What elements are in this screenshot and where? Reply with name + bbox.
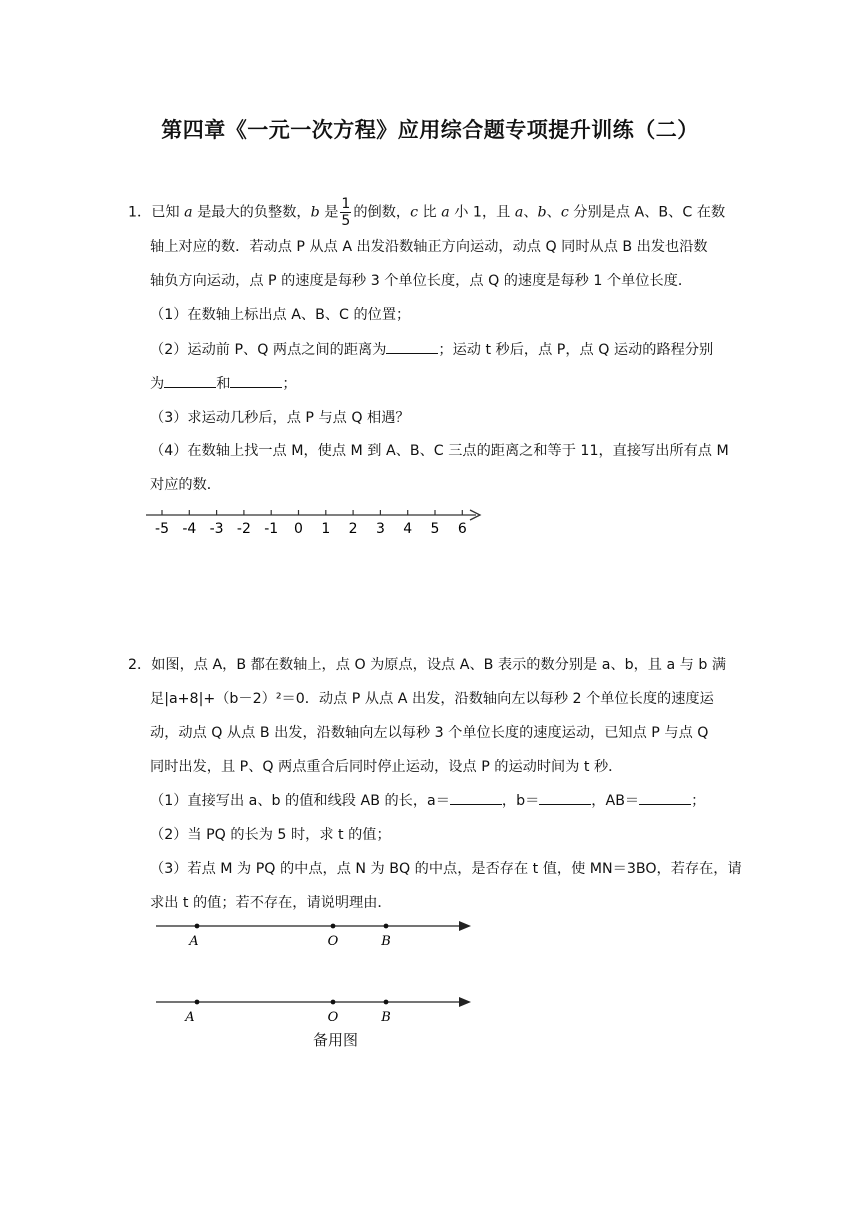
q2-part-2: （2）当 PQ 的长为 5 时，求 t 的值； (150, 827, 391, 843)
q1-text: 是最大的负整数， (192, 204, 311, 221)
answer-blank[interactable] (539, 790, 591, 805)
q1-text: 是 (319, 204, 339, 221)
q2-line-4: 同时出发，且 P、Q 两点重合后同时停止运动，设点 P 的运动时间为 t 秒． (150, 759, 623, 775)
point-a-dot (195, 1000, 200, 1005)
axis-arrow-icon (459, 921, 471, 931)
q1-line-3: 轴负方向运动，点 P 的速度是每秒 3 个单位长度，点 Q 的速度是每秒 1 个单位长度． (150, 273, 693, 289)
q1-line-1 (128, 197, 725, 228)
q2-part-3: （3）若点 M 为 PQ 的中点，点 N 为 BQ 的中点，是否存在 t 值，使 MN＝3BO，若存在，请 (150, 861, 742, 877)
axis-tick-label: -3 (209, 521, 224, 537)
q1-part-1: （1）在数轴上标出点 A、B、C 的位置； (150, 307, 411, 323)
answer-blank[interactable] (639, 790, 691, 805)
point-o-dot (331, 1000, 336, 1005)
label-a: A (189, 934, 199, 949)
point-b-dot (384, 1000, 389, 1005)
q2-part-1 (150, 790, 705, 810)
q1-text: 的倒数， (353, 204, 411, 221)
q2-line-3: 动，动点 Q 从点 B 出发，沿数轴向左以每秒 3 个单位长度的速度运动，已知点 P 与点 Q (150, 725, 709, 741)
q2-part-1-text: （1）直接写出 a、b 的值和线段 AB 的长，a＝ (150, 793, 450, 809)
var-c: c (410, 204, 419, 221)
label-a: A (185, 1010, 195, 1025)
axis-ticks (155, 510, 467, 537)
axis-tick-label: 3 (375, 521, 385, 537)
axis-tick-label: 6 (457, 521, 467, 537)
q2-line-1 (128, 654, 726, 674)
q2-text: 如图，点 A，B 都在数轴上，点 O 为原点，设点 A、B 表示的数分别是 a、b，且 a 与 b 满 (151, 657, 727, 673)
axis-tick-label: 0 (294, 521, 303, 537)
q1-part-4-cont: 对应的数． (150, 477, 221, 493)
label-o: O (327, 1010, 339, 1025)
q2-part-3-cont: 求出 t 的值；若不存在，请说明理由． (150, 895, 392, 911)
axis-tick-label: 2 (348, 521, 358, 537)
axis-tick-label: 5 (430, 521, 440, 537)
q1-part-2-text: （2）运动前 P、Q 两点之间的距离为 (150, 342, 387, 358)
page-title: 第四章《一元一次方程》应用综合题专项提升训练（二） (161, 118, 699, 142)
q1-part-2-text: ； (282, 376, 297, 392)
q1-text: 小 1，且 (449, 204, 515, 221)
q1-text: 分别是点 A、B、C 在数 (568, 204, 726, 221)
fraction (340, 197, 351, 228)
q2-part-1-text: ； (691, 793, 706, 809)
number-line-q1 (140, 505, 490, 537)
q2-part-1-text: ，AB＝ (591, 793, 640, 809)
point-b-dot (384, 924, 389, 929)
number-line-q2-spare (150, 991, 480, 1031)
axis-arrow-icon (459, 997, 471, 1007)
q1-number: 1． (128, 204, 152, 221)
var-b: b (537, 204, 547, 221)
answer-blank[interactable] (386, 339, 438, 354)
answer-blank[interactable] (450, 790, 502, 805)
q1-part-3: （3）求运动几秒后，点 P 与点 Q 相遇？ (150, 410, 410, 426)
var-a: a (441, 204, 450, 221)
q2-line-2: 足|a+8|+（b－2）²＝0．动点 P 从点 A 出发，沿数轴向左以每秒 2 个单位长度的速度运 (150, 691, 714, 707)
q1-text: 已知 (151, 204, 185, 221)
var-a: a (184, 204, 193, 221)
q1-text: 、 (546, 204, 561, 221)
label-o: O (327, 934, 339, 949)
q1-text: 比 (418, 204, 442, 221)
point-a-dot (195, 924, 200, 929)
axis-tick-label: -2 (236, 521, 251, 537)
axis-tick-label: -5 (155, 521, 169, 537)
q1-part-2-text: ；运动 t 秒后，点 P，点 Q 运动的路程分别 (438, 342, 714, 358)
point-o-dot (331, 924, 336, 929)
q2-part-1-text: ，b＝ (501, 793, 540, 809)
axis-tick-label: 4 (403, 521, 413, 537)
axis-tick-label: -4 (182, 521, 197, 537)
q2-number: 2． (128, 657, 152, 673)
figure-caption: 备用图 (313, 1031, 359, 1049)
answer-blank[interactable] (230, 373, 282, 388)
fraction-denominator: 5 (341, 213, 351, 229)
axis-tick-label: -1 (264, 521, 279, 537)
answer-blank[interactable] (164, 373, 216, 388)
q1-part-4: （4）在数轴上找一点 M，使点 M 到 A、B、C 三点的距离之和等于 11，直接写出所有点 M (150, 443, 729, 459)
fraction-numerator: 1 (341, 196, 351, 212)
label-b: B (381, 934, 391, 949)
q1-part-2-cont (150, 373, 297, 393)
var-c: c (560, 204, 569, 221)
q1-part-2-text: 和 (216, 376, 231, 392)
q1-part-2-text: 为 (150, 376, 165, 392)
var-b: b (310, 204, 320, 221)
q1-part-2 (150, 339, 713, 359)
label-b: B (381, 1010, 391, 1025)
number-line-q2-figure (150, 915, 480, 955)
var-a: a (514, 204, 524, 221)
q1-text: 、 (523, 204, 538, 221)
q1-line-2: 轴上对应的数．若动点 P 从点 A 出发沿数轴正方向运动，动点 Q 同时从点 B 出发也沿数 (150, 239, 708, 255)
axis-tick-label: 1 (321, 521, 331, 537)
